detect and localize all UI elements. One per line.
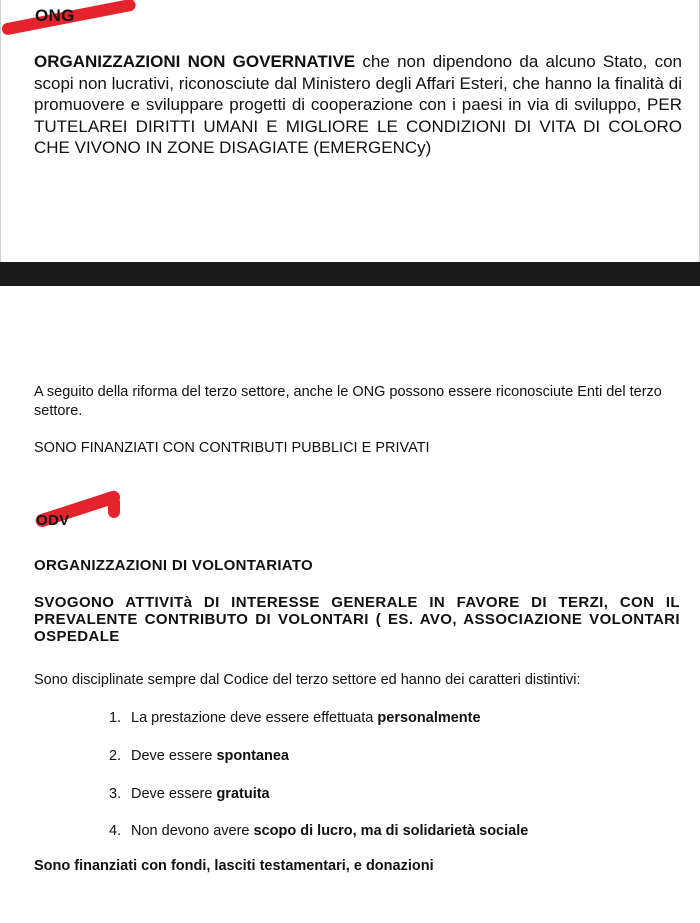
list-item-emphasis: gratuita (216, 786, 270, 802)
odv-activity: SVOGONO ATTIVITà DI INTERESSE GENERALE IN FAVORE DI TERZI, CON IL PREVALENTE CONTRIBUTO DI VOLONTARI ( ES. AVO, ASSOCIAZIONE VOLONTARI OSPEDALE (34, 594, 680, 645)
ong-definition-lead: ORGANIZZAZIONI NON GOVERNATIVE (34, 52, 356, 71)
list-item-emphasis: personalmente (377, 710, 481, 726)
odv-heading: ODV (36, 512, 70, 529)
list-item (109, 786, 270, 802)
ong-definition-body: che non dipendono da alcuno Stato, con scopi non lucrativi, riconosciute dal Ministero degli Affari Esteri, che hanno la finalità di promuovere e sviluppare progetti di cooperazione con i paesi in via di sviluppo, PER TUTELAREI DIRITTI UMANI E MIGLIORE LE CONDIZIONI DI VITA DI COLORO CHE VIVONO IN ZONE DISAGIATE (EMERGENCy) (34, 52, 682, 157)
odv-intro: Sono disciplinate sempre dal Codice del terzo settore ed hanno dei caratteri distintivi: (34, 672, 581, 688)
ong-funding: SONO FINANZIATI CON CONTRIBUTI PUBBLICI E PRIVATI (34, 440, 430, 456)
ong-definition (34, 51, 682, 159)
list-item-text: La prestazione deve essere effettuata (131, 710, 378, 726)
list-item (109, 823, 528, 839)
list-item-number: 2. (109, 748, 122, 764)
list-item-emphasis: scopo di lucro, ma di solidarietà sociale (253, 823, 529, 839)
odv-funding: Sono finanziati con fondi, lasciti testamentari, e donazioni (34, 858, 434, 874)
list-item-text: Non devono avere (131, 823, 254, 839)
list-item-number: 4. (109, 823, 122, 839)
ong-heading: ONG (35, 6, 75, 25)
list-item-emphasis: spontanea (216, 748, 289, 764)
odv-highlight-stroke-b (108, 496, 120, 518)
list-item-number: 1. (109, 710, 122, 726)
list-item-text: Deve essere (131, 786, 217, 802)
page-divider (0, 262, 700, 286)
list-item (109, 710, 481, 726)
list-item-number: 3. (109, 786, 122, 802)
ong-reform-note: A seguito della riforma del terzo settore, anche le ONG possono essere riconosciute Enti del terzo settore. (34, 384, 662, 419)
list-item (109, 748, 289, 764)
list-item-text: Deve essere (131, 748, 217, 764)
odv-subtitle: ORGANIZZAZIONI DI VOLONTARIATO (34, 557, 313, 574)
